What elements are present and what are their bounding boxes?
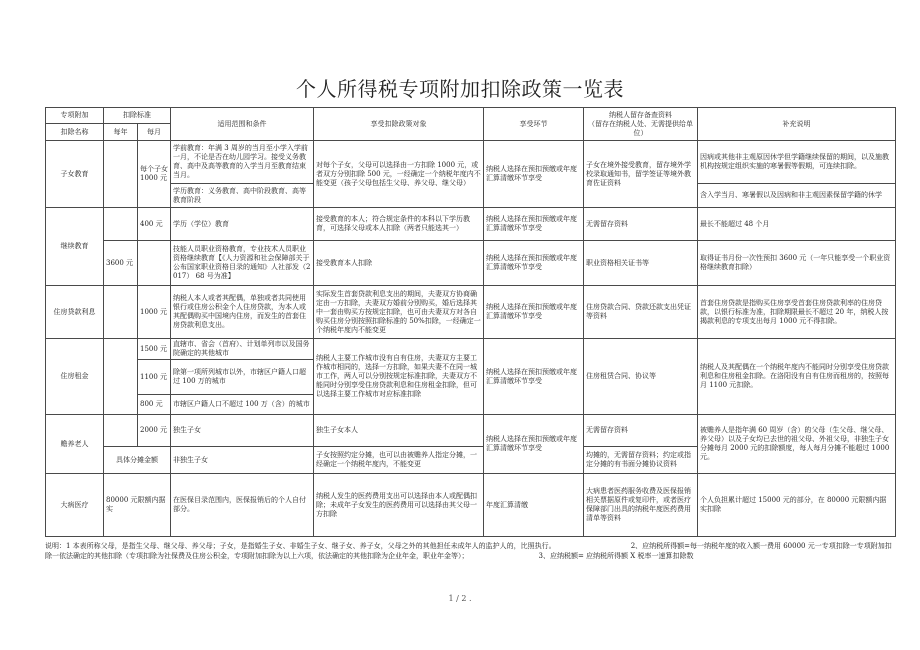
continuing-education-vocational-target: 接受教育本人扣除 xyxy=(314,241,484,286)
serious-illness-name: 大病医疗 xyxy=(46,474,104,537)
continuing-education-degree-per-year xyxy=(104,208,138,241)
housing-rent-notes: 纳税人及其配偶在一个纳税年度内不能同时分别享受住房贷款利息和住房租金扣除。在洛阳没有自有住房而租房的，按照每月 1100 元扣除。 xyxy=(698,339,896,415)
children-education-stage: 纳税人选择在预扣预缴或年度汇算清缴环节享受 xyxy=(484,141,584,208)
housing-loan-target: 实际发生首套贷款利息支出的期间，夫妻双方协商确定由一方扣除，夫妻双方婚前分别购买，婚后选择其中一套由购买方按规定扣除，也可由夫妻双方对各自购买住房分别按照扣除标准的 50%扣除，一经确定一个纳税年度内不能变更 xyxy=(314,286,484,339)
header-docs xyxy=(584,108,698,141)
continuing-education-degree-scope: 学历（学位）教育 xyxy=(171,208,314,241)
serious-illness-docs: 大病患者医药服务收费及医保报销相关票据原件或复印件，或者医疗保障部门出具的纳税年度医药费用清单等资料 xyxy=(584,474,698,537)
continuing-education-vocational-per-year: 3600 元 xyxy=(104,241,138,286)
elderly-support-stage: 纳税人选择在预扣预缴或年度汇算清缴环节享受 xyxy=(484,415,584,474)
header-name-top: 专项附加 xyxy=(46,108,104,124)
header-per-year: 每年 xyxy=(104,124,138,141)
housing-rent-tier3-per-month: 800 元 xyxy=(138,395,171,415)
children-education-name: 子女教育 xyxy=(46,141,104,208)
housing-loan-per-month: 1000 元 xyxy=(138,286,171,339)
header-scope: 适用范围和条件 xyxy=(171,108,314,141)
elderly-support-non-only-child-docs: 均摊的，无需留存资料；约定或指定分摊的有书面分摊协议资料 xyxy=(584,447,698,474)
housing-loan-stage: 纳税人选择在预扣预缴或年度汇算清缴环节享受 xyxy=(484,286,584,339)
serious-illness-stage: 年度汇算清缴 xyxy=(484,474,584,537)
header-name-bottom: 扣除名称 xyxy=(46,124,104,141)
policy-table xyxy=(45,107,896,537)
elderly-support-only-child-scope: 独生子女 xyxy=(171,415,314,447)
continuing-education-vocational-scope: 技能人员职业资格教育，专业技术人员职业资格继续教育【《人力资源和社会保障部关于公布国家职业资格目录的通知》人社部发（2017） 68 号为准】 xyxy=(171,241,314,286)
table-row xyxy=(46,339,896,360)
table-row xyxy=(46,474,896,537)
table-row xyxy=(46,208,896,241)
header-docs-title: 纳税人留存备查资料 xyxy=(609,110,672,119)
footnotes xyxy=(45,541,895,561)
elderly-support-only-child-per-month: 2000 元 xyxy=(138,415,171,447)
housing-rent-tier2-per-month: 1100 元 xyxy=(138,360,171,395)
elderly-support-only-child-target: 独生子女本人 xyxy=(314,415,484,447)
children-education-scope-preschool: 学前教育：年满 3 周岁的当月至小学入学前一月，不论是否在幼儿园学习。接受义务教育、高中及高等教育的入学当月至教育结束当月。 xyxy=(171,141,314,184)
continuing-education-degree-docs: 无需留存资料 xyxy=(584,208,698,241)
continuing-education-degree-target: 接受教育的本人；符合规定条件的本科以下学历教育，可选择父母或本人扣除（两者只能选其一） xyxy=(314,208,484,241)
serious-illness-notes: 个人负担累计超过 15000 元的部分，在 80000 元限额内据实扣除 xyxy=(698,474,896,537)
serious-illness-target: 纳税人发生的医药费用支出可以选择由本人或配偶扣除；未成年子女发生的医药费用可以选择由其父母一方扣除 xyxy=(314,474,484,537)
children-education-target: 对每个子女，父母可以选择由一方扣除 1000 元，或者双方分别扣除 500 元，一经确定一个纳税年度内不能变更（孩子父母包括生父母、养父母、继父母） xyxy=(314,141,484,208)
housing-loan-per-year xyxy=(104,286,138,339)
header-stage: 享受环节 xyxy=(484,108,584,141)
housing-loan-scope: 纳税人本人或者其配偶，单独或者共同使用银行或住房公积金个人住房贷款，为本人或其配偶购买中国境内住房，而发生的首套住房贷款利息支出。 xyxy=(171,286,314,339)
table-row xyxy=(46,415,896,447)
footnote-3: 3、应纳税额= 应纳税所得额 X 税率一速算扣除数 xyxy=(538,552,694,560)
header-target: 享受扣除政策对象 xyxy=(314,108,484,141)
continuing-education-degree-notes: 最长不能超过 48 个月 xyxy=(698,208,896,241)
housing-rent-docs: 住房租赁合同、协议等 xyxy=(584,339,698,415)
children-education-docs: 子女在境外接受教育，留存境外学校录取通知书，留学签证等境外教育佐证资料 xyxy=(584,141,698,208)
elderly-support-non-only-child-amount: 具体分摊金额 xyxy=(104,447,171,474)
children-education-scope-academic: 学历教育：义务教育、高中阶段教育、高等教育阶段 xyxy=(171,184,314,208)
children-education-notes-2: 含入学当月、寒暑假以及因病和非主观因素保留学籍的休学 xyxy=(698,184,896,208)
housing-rent-tier1-scope: 直辖市、省会（首府）、计划单列市以及国务院确定的其他城市 xyxy=(171,339,314,360)
header-standard: 扣除标准 xyxy=(104,108,171,124)
children-education-notes-1: 因病或其他非主观原因休学但学籍继续保留的期间，以及施教机构按规定组织实施的寒暑假等假期，可连续扣除。 xyxy=(698,141,896,184)
header-notes: 补充说明 xyxy=(698,108,896,141)
housing-rent-tier2-scope: 除第一项所列城市以外，市辖区户籍人口超过 100 万的城市 xyxy=(171,360,314,395)
elderly-support-notes: 被赡养人是指年满 60 周岁（含）的父母（生父母、继父母、养父母）以及子女均已去世的祖父母、外祖父母，非独生子女分摊每月 2000 元的扣除额度，每人每月分摊不能超过 1000 元。 xyxy=(698,415,896,474)
elderly-support-only-child-docs: 无需留存资料 xyxy=(584,415,698,447)
page-number: 1 / 2 . xyxy=(448,594,472,603)
housing-rent-tier3-scope: 市辖区户籍人口不超过 100 万（含）的城市 xyxy=(171,395,314,415)
housing-rent-per-year xyxy=(104,339,138,415)
housing-rent-name: 住房租金 xyxy=(46,339,104,415)
header-per-month: 每月 xyxy=(138,124,171,141)
table-row xyxy=(46,241,896,286)
serious-illness-per-year: 80000 元限额内据实 xyxy=(104,474,171,537)
continuing-education-degree-per-month: 400 元 xyxy=(138,208,171,241)
footnote-1: 说明：1 本表所称父母，是指生父母、继父母、养父母；子女，是指婚生子女、非婚生子女、继子女、养子女，父母之外的其他担任未成年人的监护人的，比照执行。 xyxy=(45,542,556,550)
header-row xyxy=(46,108,896,124)
table-row xyxy=(46,141,896,184)
continuing-education-vocational-notes: 取得证书月份一次性预扣 3600 元（一年只能享受一个职业资格继续教育扣除） xyxy=(698,241,896,286)
header-docs-note: （留存在纳税人处、无需提供给单位） xyxy=(588,119,693,137)
children-education-per-month: 每个子女 1000 元 xyxy=(138,141,171,208)
continuing-education-degree-stage: 纳税人选择在预扣预缴或年度汇算清缴环节享受 xyxy=(484,208,584,241)
table-row xyxy=(46,286,896,339)
elderly-support-only-child-per-year xyxy=(104,415,138,447)
serious-illness-scope: 在医保目录范围内，医保报销后的个人自付部分。 xyxy=(171,474,314,537)
elderly-support-non-only-child-scope: 非独生子女 xyxy=(171,447,314,474)
elderly-support-name: 赡养老人 xyxy=(46,415,104,474)
continuing-education-vocational-per-month xyxy=(138,241,171,286)
footnote-2: 2、应纳税所得额=每一纳税年度的收入额一费用 60000 元一专项扣除一专项附加扣除一依法确定的其他扣除（专项扣除为社保费及住房公积金，专项附加扣除为以上六项，依法确定的其他扣除为企业年金，职业年金等）； xyxy=(45,542,892,560)
continuing-education-vocational-stage: 纳税人选择在预扣预缴或年度汇算清缴环节享受 xyxy=(484,241,584,286)
children-education-per-year xyxy=(104,141,138,208)
housing-loan-notes: 首套住房贷款是指购买住房享受首套住房贷款利率的住房贷款，以银行标准为准，扣除期限最长不超过 20 年，纳税人按揭款利息的专项支出每月 1000 元不得扣除。 xyxy=(698,286,896,339)
continuing-education-vocational-docs: 职业资格相关证书等 xyxy=(584,241,698,286)
housing-rent-stage: 纳税人选择在预扣预缴或年度汇算清缴环节享受 xyxy=(484,339,584,415)
housing-loan-docs: 住房贷款合同、贷款还款支出凭证等资料 xyxy=(584,286,698,339)
housing-rent-tier1-per-month: 1500 元 xyxy=(138,339,171,360)
housing-loan-name: 住房贷款利息 xyxy=(46,286,104,339)
elderly-support-non-only-child-target: 子女按照约定分摊，也可以由被赡养人指定分摊，一经确定一个纳税年度内，不能变更 xyxy=(314,447,484,474)
page-title: 个人所得税专项附加扣除政策一览表 xyxy=(296,77,624,101)
housing-rent-target: 纳税人主要工作城市没有自有住房，夫妻双方主要工作城市相同的，选择一方扣除，如果夫妻不在同一城市工作，两人可以分别按规定标准扣除，夫妻双方不能同时分别享受住房贷款利息和住房租金扣除，但可以选择主要工作城市对应标准扣除 xyxy=(314,339,484,415)
continuing-education-name: 继续教育 xyxy=(46,208,104,286)
